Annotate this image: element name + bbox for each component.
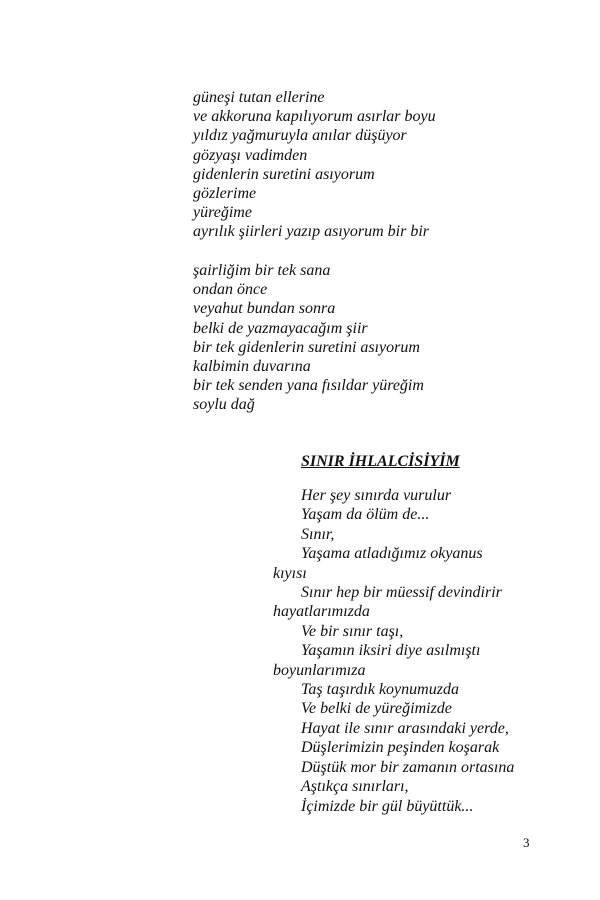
poem-line: Aştıkça sınırları, — [301, 778, 409, 796]
poem-line: belki de yazmayacağım şiir — [193, 319, 368, 337]
poem-line: ayrılık şiirleri yazıp asıyorum bir bir — [193, 223, 429, 241]
poem-line: Yaşamın iksiri diye asılmıştı — [301, 642, 481, 660]
poem-line: veyahut bundan sonra — [193, 300, 336, 318]
poem-line: soylu dağ — [193, 396, 255, 414]
poem-body — [273, 486, 514, 816]
poem-line: Sınır, — [301, 525, 335, 543]
poem-line: Her şey sınırda vurulur — [301, 487, 452, 504]
poem-line: bir tek gidenlerin suretini asıyorum — [193, 338, 420, 356]
poem-line: ve akkoruna kapılıyorum asırlar boyu — [193, 108, 436, 126]
poem-line-wrap: hayatlarımızda — [273, 603, 370, 621]
poem-line: güneşi tutan ellerine — [193, 89, 325, 106]
poem-line: Yaşam da ölüm de... — [301, 506, 430, 524]
poem-line: kalbimin duvarına — [193, 358, 311, 376]
poem-line: bir tek senden yana fısıldar yüreğim — [193, 377, 424, 395]
poem-line: Düştük mor bir zamanın ortasına — [301, 758, 515, 776]
poem-line: Yaşama atladığımız okyanus — [301, 545, 483, 563]
poem-stanza-1 — [193, 88, 436, 242]
poem-line: Taş taşırdık koynumuzda — [301, 681, 459, 699]
poem-line: İçimizde bir gül büyüttük... — [301, 797, 474, 815]
poem-line: yıldız yağmuruyla anılar düşüyor — [193, 127, 407, 145]
page-number: 3 — [523, 835, 530, 850]
poem-title: SINIR İHLALCİSİYİM — [301, 453, 460, 470]
poem-line: Hayat ile sınır arasındaki yerde, — [301, 719, 509, 737]
poem-line: gözlerime — [193, 185, 257, 203]
poem-line-wrap: kıyısı — [273, 564, 307, 582]
poem-line: gidenlerin suretini asıyorum — [193, 165, 375, 183]
poem-line: Düşlerimizin peşinden koşarak — [301, 739, 500, 757]
poem-stanza-2 — [193, 261, 424, 415]
poem-line: Ve bir sınır taşı, — [301, 622, 404, 640]
poem-line: Ve belki de yüreğimizde — [301, 700, 452, 718]
poem-line: ondan önce — [193, 281, 268, 299]
poem-line: Sınır hep bir müessif devindirir — [301, 584, 502, 602]
poem-line: gözyaşı vadimden — [193, 146, 308, 164]
poem-line: şairliğim bir tek sana — [193, 262, 331, 279]
poem-line-wrap: boyunlarımıza — [273, 661, 366, 679]
poem-line: yüreğime — [193, 204, 252, 222]
